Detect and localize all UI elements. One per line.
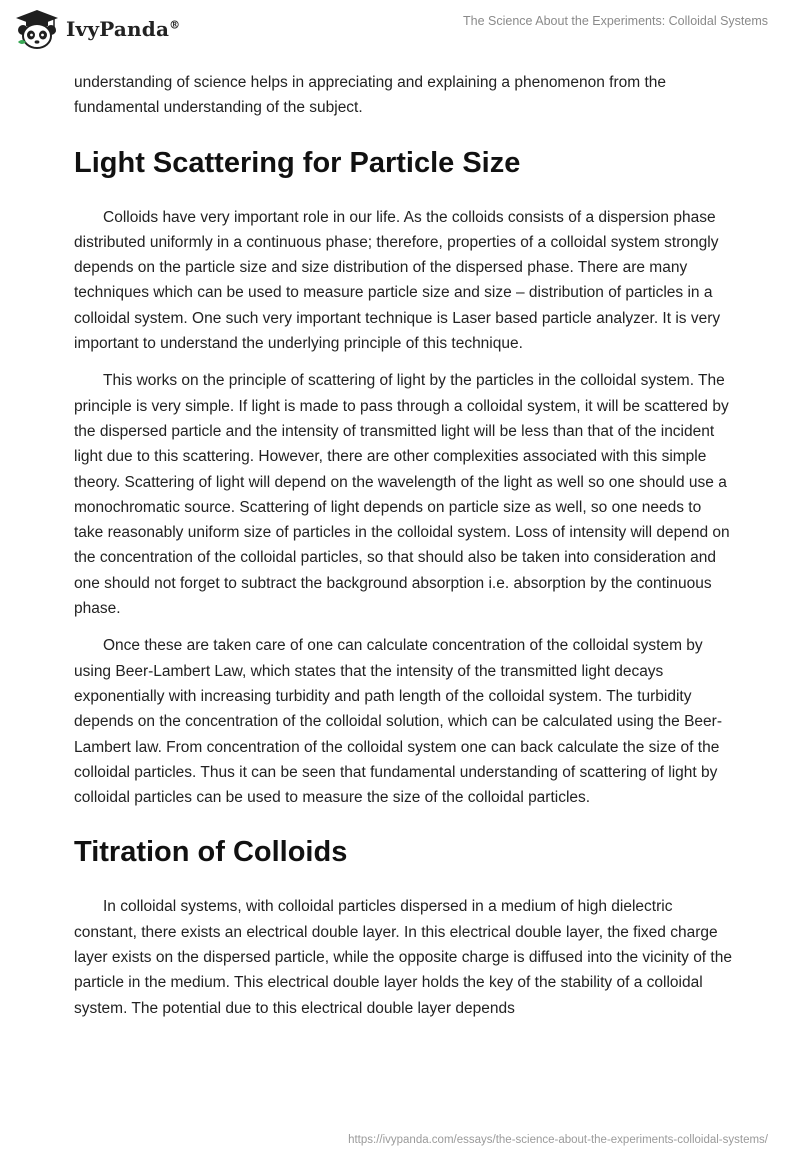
source-url[interactable]: https://ivypanda.com/essays/the-science-about-the-experiments-colloidal-systems/ (348, 1134, 768, 1146)
document-title: The Science About the Experiments: Colloidal Systems (462, 14, 768, 28)
brand-logo[interactable] (14, 8, 180, 50)
section-heading-titration: Titration of Colloids (74, 836, 348, 869)
paragraph: Once these are taken care of one can calculate concentration of the colloidal system by using Beer-Lambert Law, which states that the intensity of the transmitted light decays exponentially with increasing turbidity and path length of the colloidal system. The turbidity depends on the concentration of the colloidal solution, which can be calculated using the Beer-Lambert law. From concentration of the colloidal system one can back calculate the size of the colloidal particles. Thus it can be seen that fundamental understanding of scattering of light by colloidal particles can be used to measure the size of the colloidal particles. (74, 637, 722, 807)
article-body (74, 70, 734, 1033)
paragraph: This works on the principle of scattering of light by the particles in the colloidal system. The principle is very simple. If light is made to pass through a colloidal system, it will be scattered by the dispersed particle and the intensity of transmitted light will be less than that of the incident light due to this scattering. However, there are other complexities associated with this simple theory. Scattering of light will depend on the wavelength of the light as well so one should use a monochromatic source. Scattering of light depends on particle size as well, so one needs to take reasonably uniform size of particles in the colloidal system. Loss of intensity will depend on the concentration of the colloidal particles, so that should also be taken into consideration and one should not forget to subtract the background absorption i.e. absorption by the continuous phase. (74, 372, 730, 618)
panda-graduate-icon (14, 8, 60, 50)
page-header (0, 0, 800, 60)
intro-paragraph: understanding of science helps in appreciating and explaining a phenomenon from the fundamental understanding of the subject. (74, 74, 666, 117)
paragraph: Colloids have very important role in our life. As the colloids consists of a dispersion phase distributed uniformly in a continuous phase; therefore, properties of a colloidal system strongly depends on the particle size and size distribution of the dispersed phase. There are many techniques which can be used to measure particle size and size – distribution of particles in a colloidal system. One such very important technique is Laser based particle analyzer. It is very important to understand the underlying principle of this technique. (74, 208, 721, 353)
section-heading-light-scattering: Light Scattering for Particle Size (74, 146, 521, 179)
brand-name: IvyPanda® (66, 17, 181, 41)
paragraph: In colloidal systems, with colloidal particles dispersed in a medium of high dielectric constant, there exists an electrical double layer. In this electrical double layer, the fixed charge layer exists on the dispersed particle, while the opposite charge is diffused into the vicinity of the particle in the medium. This electrical double layer holds the key of the stability of a colloidal system. The potential due to this electrical double layer depends (74, 898, 732, 1017)
